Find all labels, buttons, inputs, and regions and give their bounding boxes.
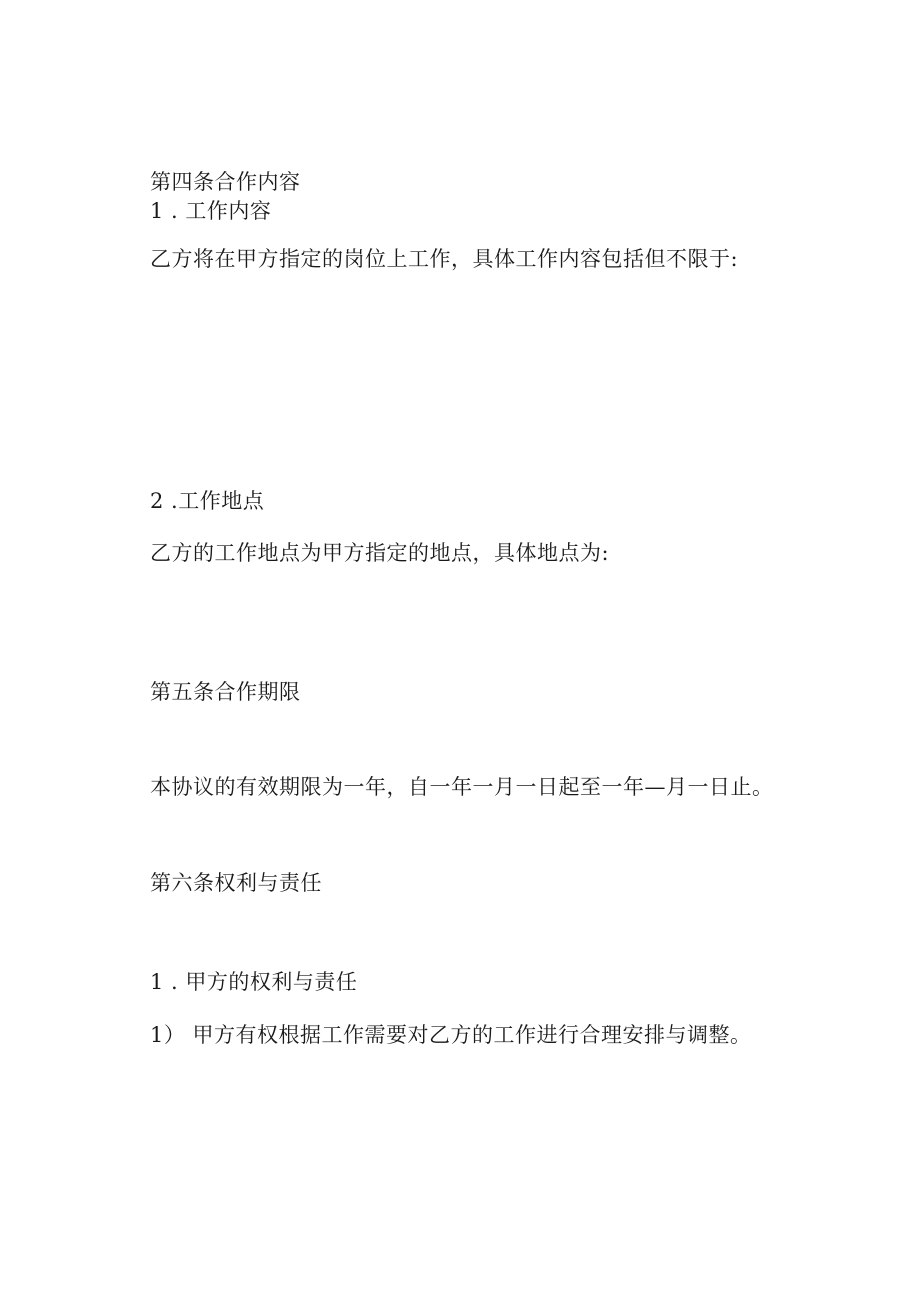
article-6-heading: 第六条权利与责任: [150, 871, 322, 895]
section-2-heading: 2 .工作地点: [150, 489, 265, 513]
party-a-rights-heading: 1 . 甲方的权利与责任: [150, 970, 358, 994]
work-location-paragraph: 乙方的工作地点为甲方指定的地点，具体地点为:: [150, 541, 610, 565]
section-1-heading: 1 . 工作内容: [150, 199, 272, 223]
article-4-heading: 第四条合作内容: [150, 170, 301, 194]
article-5-heading: 第五条合作期限: [150, 680, 301, 704]
party-a-right-item-1: 1） 甲方有权根据工作需要对乙方的工作进行合理安排与调整。: [150, 1023, 752, 1047]
term-paragraph: 本协议的有效期限为一年，自一年一月一日起至一年—月一日止。: [150, 775, 774, 799]
work-content-paragraph: 乙方将在甲方指定的岗位上工作，具体工作内容包括但不限于:: [150, 247, 739, 271]
